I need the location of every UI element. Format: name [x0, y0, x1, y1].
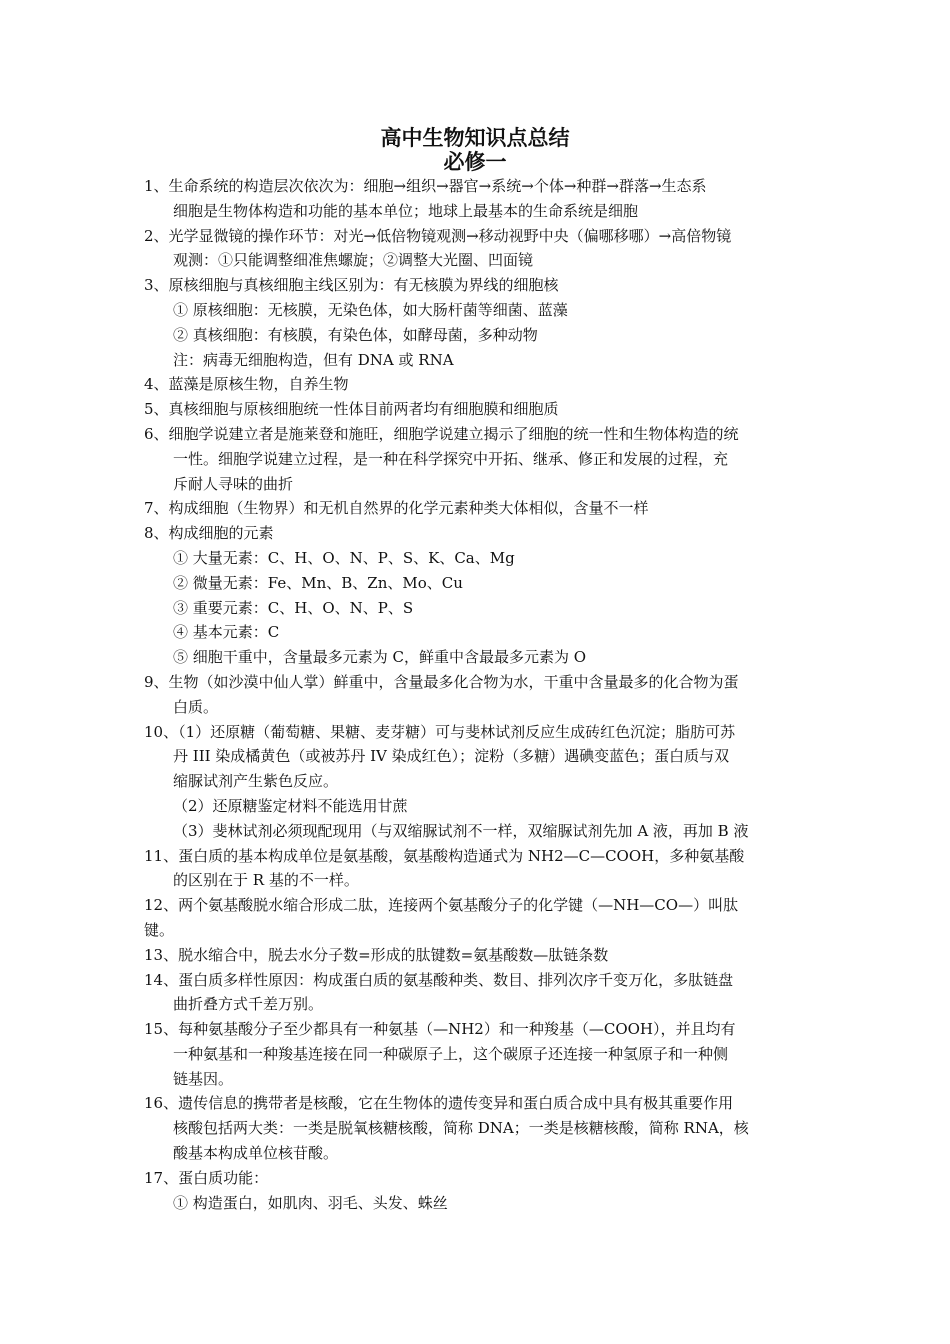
- text-line: 一种氨基和一种羧基连接在同一种碳原子上，这个碳原子还连接一种氢原子和一种侧: [173, 1044, 729, 1063]
- text-line: 13、脱水缩合中，脱去水分子数=形成的肽键数=氨基酸数—肽链条数: [144, 945, 609, 964]
- text-line: ① 构造蛋白，如肌肉、羽毛、头发、蛛丝: [173, 1193, 448, 1212]
- document-title: 高中生物知识点总结: [380, 125, 570, 150]
- text-line: （2）还原糖鉴定材料不能选用甘蔗: [173, 796, 408, 815]
- document-body: [144, 174, 814, 1215]
- text-line: 注：病毒无细胞构造，但有 DNA 或 RNA: [173, 350, 454, 369]
- text-line: ② 微量无素：Fe、Mn、B、Zn、Mo、Cu: [173, 573, 463, 592]
- text-line: 9、生物（如沙漠中仙人掌）鲜重中，含量最多化合物为水，干重中含量最多的化合物为蛋: [144, 672, 739, 691]
- text-line: 10、（1）还原糖（葡萄糖、果糖、麦芽糖）可与斐林试剂反应生成砖红色沉淀；脂肪可苏: [144, 722, 736, 741]
- text-line: 一性。细胞学说建立过程，是一种在科学探究中开拓、继承、修正和发展的过程，充: [173, 449, 729, 468]
- text-line: 观测：①只能调整细准焦螺旋；②调整大光圈、凹面镜: [173, 251, 534, 270]
- text-line: 5、真核细胞与原核细胞统一性体目前两者均有细胞膜和细胞质: [144, 400, 559, 419]
- text-line: ③ 重要元素：C、H、O、N、P、S: [173, 598, 414, 617]
- text-line: ① 原核细胞：无核膜，无染色体，如大肠杆菌等细菌、蓝藻: [173, 300, 568, 319]
- text-line: 6、细胞学说建立者是施莱登和施旺，细胞学说建立揭示了细胞的统一性和生物体构造的统: [144, 424, 739, 443]
- text-line: 2、光学显微镜的操作环节：对光→低倍物镜观测→移动视野中央（偏哪移哪）→高倍物镜: [144, 226, 732, 245]
- text-line: 8、构成细胞的元素: [144, 524, 274, 543]
- text-line: 丹 III 染成橘黄色（或被苏丹 IV 染成红色）；淀粉（多糖）遇碘变蓝色；蛋白质与双: [173, 747, 730, 766]
- text-line: ② 真核细胞：有核膜，有染色体，如酵母菌，多种动物: [173, 325, 538, 344]
- text-line: 链基因。: [173, 1069, 234, 1088]
- text-line: 核酸包括两大类：一类是脱氧核糖核酸，简称 DNA；一类是核糖核酸，简称 RNA，核: [173, 1119, 749, 1138]
- text-line: 14、蛋白质多样性原因：构成蛋白质的氨基酸种类、数目、排列次序千变万化，多肽链盘: [144, 970, 734, 989]
- text-line: （3）斐林试剂必须现配现用（与双缩脲试剂不一样，双缩脲试剂先加 A 液，再加 B 液: [173, 821, 749, 840]
- text-line: 斥耐人寻味的曲折: [173, 474, 294, 493]
- text-line: 12、两个氨基酸脱水缩合形成二肽，连接两个氨基酸分子的化学键（—NH—CO—）叫肽: [144, 896, 739, 915]
- text-line: 的区别在于 R 基的不一样。: [173, 871, 359, 890]
- text-line: 16、遗传信息的携带者是核酸，它在生物体的遗传变异和蛋白质合成中具有极其重要作用: [144, 1094, 734, 1113]
- text-line: 白质。: [173, 697, 219, 716]
- text-line: 1、生命系统的构造层次依次为：细胞→组织→器官→系统→个体→种群→群落→生态系: [144, 177, 707, 195]
- document-subtitle: 必修一: [443, 149, 507, 174]
- text-line: ① 大量无素：C、H、O、N、P、S、K、Ca、Mg: [173, 548, 515, 567]
- text-line: 3、原核细胞与真核细胞主线区别为：有无核膜为界线的细胞核: [144, 276, 559, 295]
- text-line: ④ 基本元素：C: [173, 623, 280, 642]
- text-line: 15、每种氨基酸分子至少都具有一种氨基（—NH2）和一种羧基（—COOH），并且均有: [144, 1020, 736, 1039]
- text-line: 11、蛋白质的基本构成单位是氨基酸，氨基酸构造通式为 NH2—C—COOH，多种氨基酸: [144, 846, 745, 865]
- text-line: ⑤ 细胞干重中，含量最多元素为 C，鲜重中含最最多元素为 O: [173, 648, 587, 667]
- text-line: 4、蓝藻是原核生物，自养生物: [144, 375, 349, 394]
- text-line: 键。: [144, 920, 175, 939]
- text-line: 17、蛋白质功能：: [144, 1168, 269, 1187]
- text-line: 缩脲试剂产生紫色反应。: [173, 772, 339, 791]
- text-line: 酸基本构成单位核苷酸。: [173, 1144, 339, 1163]
- text-line: 曲折叠方式千差万别。: [173, 995, 324, 1014]
- text-line: 细胞是生物体构造和功能的基本单位；地球上最基本的生命系统是细胞: [173, 201, 639, 220]
- text-line: 7、构成细胞（生物界）和无机自然界的化学元素种类大体相似，含量不一样: [144, 499, 649, 518]
